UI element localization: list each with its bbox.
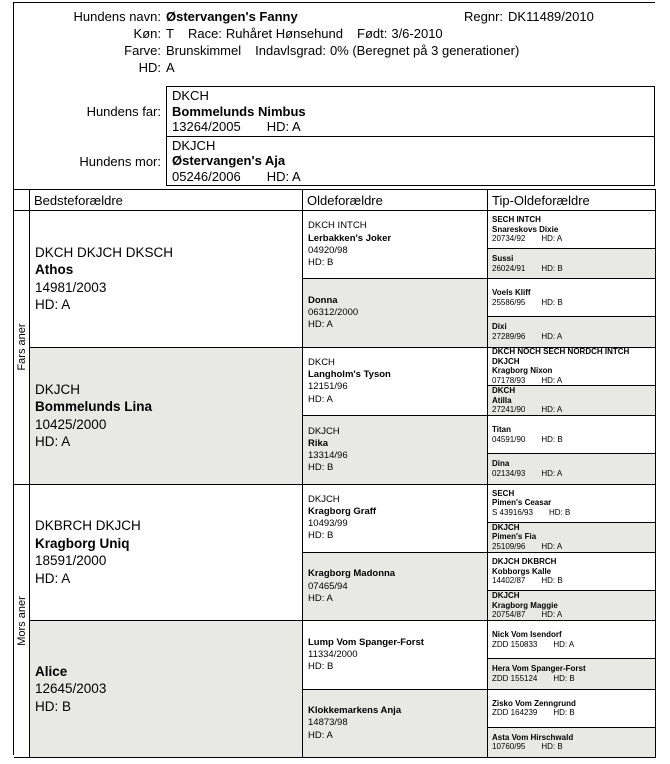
tip-grandparent-cell xyxy=(487,620,655,658)
dog-reg-hd xyxy=(492,376,651,385)
tip-grandparent-cell xyxy=(487,552,655,590)
dog-name: Dina xyxy=(492,459,510,469)
dog-titles: DKBRCH DKJCH xyxy=(35,518,141,534)
regnr-label: Regnr: xyxy=(464,9,504,24)
reg-number: ZDD 164239 xyxy=(492,708,538,718)
hd-score: HD: B xyxy=(308,462,334,474)
dog-reg-hd xyxy=(492,610,651,620)
reg-number: 18591/2000 xyxy=(35,553,107,569)
breed-value: Ruhåret Hønsehund xyxy=(225,26,343,41)
grandparent-cell xyxy=(29,210,302,347)
reg-number: 04920/98 xyxy=(308,244,348,256)
tip-grandparent-cell xyxy=(487,658,655,688)
great-grandparent-cell xyxy=(302,278,487,346)
reg-number: 06312/2000 xyxy=(308,307,359,318)
hd-score: HD: A xyxy=(541,610,563,620)
reg-number: 26024/91 xyxy=(492,263,526,273)
reg-number: 10760/95 xyxy=(492,742,526,752)
hd-score: HD: B xyxy=(541,742,563,752)
reg-number: 10493/99 xyxy=(308,518,348,530)
great-grandparent-cell xyxy=(302,415,487,483)
dog-titles: DKJCH DKBRCH xyxy=(492,557,557,567)
reg-number: 27241/90 xyxy=(492,405,526,415)
grandparent-cell xyxy=(29,347,302,484)
header-grandparents: Bedsteforældre xyxy=(29,190,302,210)
dog-hd-row xyxy=(14,59,655,76)
dog-name: Atilla xyxy=(492,395,512,405)
group-label-dam-side: Mors aner xyxy=(14,484,29,758)
hd-score: HD: A xyxy=(35,297,71,313)
page-frame xyxy=(13,2,655,755)
hd-score: HD: B xyxy=(308,256,334,268)
hd-score: HD: B xyxy=(541,576,563,586)
great-grandparent-cell xyxy=(302,620,487,688)
tip-grandparent-cell xyxy=(487,453,655,483)
hd-score: HD: B xyxy=(308,661,334,673)
dog-name: Kragborg Uniq xyxy=(35,535,130,551)
dog-reg-hd xyxy=(492,469,651,479)
dog-name: Bommelunds Lina xyxy=(35,399,153,415)
reg-number: 12151/96 xyxy=(308,381,348,393)
great-grandparent-cell xyxy=(302,484,487,552)
parents-box xyxy=(166,86,655,186)
hd-score: HD: A xyxy=(308,729,333,741)
dog-reg-hd xyxy=(492,542,651,552)
reg-number: 07465/94 xyxy=(308,580,348,592)
dog-color-row xyxy=(14,42,655,59)
hd-score: HD: A xyxy=(541,332,563,342)
dog-name: Athos xyxy=(35,262,74,278)
hd-score: HD: B xyxy=(548,507,571,517)
dog-name: Lerbakken's Joker xyxy=(308,232,392,244)
inbreeding-label: Indavlsgrad: xyxy=(255,43,326,58)
tip-grandparent-cell xyxy=(487,316,655,346)
hd-score: HD: A xyxy=(266,119,301,135)
born xyxy=(357,26,443,41)
reg-number: 13314/96 xyxy=(308,449,348,461)
reg-number: 20734/92 xyxy=(492,234,526,244)
dog-name: Kobborgs Kalle xyxy=(492,566,552,576)
hd-score: HD: B xyxy=(541,297,563,307)
reg-number: 13264/2005 xyxy=(172,119,241,135)
inbreeding-value: 0% (Beregnet på 3 generationer) xyxy=(329,43,520,58)
dog-name-label: Hundens navn: xyxy=(73,9,161,24)
pedigree-table xyxy=(14,189,656,758)
header-tip-grandparents: Tip-Oldeforældre xyxy=(487,190,655,210)
tip-grandparent-cell xyxy=(487,484,655,522)
reg-number: 05246/2006 xyxy=(172,168,241,184)
dog-name: Dixi xyxy=(492,322,507,332)
dog-name: Donna xyxy=(308,294,338,306)
group-label-sire-side: Fars aner xyxy=(14,210,29,484)
hd-score: HD: A xyxy=(266,168,301,184)
dog-titles: SECH INTCH xyxy=(492,215,541,225)
dog-titles: DKCH DKJCH DKSCH xyxy=(35,244,174,260)
dog-name: Pimen's Fia xyxy=(492,532,537,542)
dog-reg-hd xyxy=(492,742,651,752)
dog-reg-hd xyxy=(492,435,651,445)
sex-label: Køn: xyxy=(133,26,161,41)
dog-name-row xyxy=(14,8,655,25)
tip-grandparent-cell xyxy=(487,278,655,316)
hd-value: A xyxy=(166,60,175,75)
reg-number: 04591/90 xyxy=(492,434,526,444)
reg-number: 25109/96 xyxy=(492,542,526,552)
dog-name: Lump Vom Spanger-Forst xyxy=(308,636,424,648)
hd-score: HD: A xyxy=(541,375,563,385)
dog-name: Hera Vom Spanger-Forst xyxy=(492,664,586,674)
dog-sex-row xyxy=(14,25,655,42)
dog-name: Rika xyxy=(308,437,329,449)
dog-reg-hd xyxy=(492,264,651,274)
dam-cell xyxy=(167,136,654,185)
hd-score: HD: B xyxy=(541,263,563,273)
dog-titles: DKJCH xyxy=(172,137,216,153)
breed xyxy=(188,26,343,41)
dog-name: Alice xyxy=(35,663,68,679)
header-stub-cell xyxy=(14,190,29,210)
parents-labels xyxy=(14,86,166,186)
dog-name: Titan xyxy=(492,425,511,435)
grandparent-cell xyxy=(29,484,302,621)
parents-section xyxy=(14,86,655,186)
tip-grandparent-cell xyxy=(487,385,655,415)
hd-score: HD: A xyxy=(541,542,563,552)
hd-score: HD: B xyxy=(308,530,334,542)
color-label: Farve: xyxy=(124,43,161,58)
great-grandparent-cell xyxy=(302,552,487,620)
hd-score: HD: A xyxy=(35,571,71,586)
hd-score: HD: A xyxy=(541,468,563,478)
hd-score: HD: A xyxy=(541,234,563,244)
grandparent-cell xyxy=(29,620,302,757)
reg-number: 10425/2000 xyxy=(35,416,107,432)
hd-score: HD: B xyxy=(553,674,575,684)
reg-number: 11334/2000 xyxy=(308,648,358,660)
dog-titles: DKCH xyxy=(172,88,209,104)
hd-score: HD: A xyxy=(35,434,71,450)
dog-name: Pimen's Ceasar xyxy=(492,498,552,508)
dog-name: Bommelunds Nimbus xyxy=(172,103,306,119)
reg-number: 14981/2003 xyxy=(35,279,107,295)
reg-number: ZDD 155124 xyxy=(492,674,538,684)
born-label: Født: xyxy=(357,26,388,41)
reg-number: 12645/2003 xyxy=(35,681,107,697)
dog-titles: DKCH NOCH SECH NORDCH INTCH DKJCH xyxy=(492,347,630,366)
dog-name: Østervangen's Fanny xyxy=(166,9,298,24)
dog-reg-hd xyxy=(492,332,651,342)
color-value: Brunskimmel xyxy=(166,43,242,58)
breed-label: Race: xyxy=(187,26,222,41)
dog-reg-hd xyxy=(172,169,649,185)
dog-titles: DKJCH xyxy=(35,381,81,397)
hd-score: HD: B xyxy=(541,434,563,444)
reg-number: S 43916/93 xyxy=(492,507,533,517)
dog-titles: DKCH xyxy=(308,357,335,369)
dog-name: Asta Vom Hirschwald xyxy=(492,732,574,742)
dog-titles: DKJCH xyxy=(308,425,340,437)
dog-titles: SECH xyxy=(492,488,515,498)
reg-number: 02134/93 xyxy=(492,468,526,478)
dog-reg-hd xyxy=(492,298,651,308)
reg-number: 14402/87 xyxy=(492,576,526,586)
reg-number: 25586/95 xyxy=(492,297,526,307)
dog-name: Kragborg Maggie xyxy=(492,600,558,610)
sire-cell xyxy=(167,87,654,136)
hd-score: HD: B xyxy=(35,699,72,714)
hd-score: HD: A xyxy=(553,639,575,649)
tip-grandparent-cell xyxy=(487,689,655,727)
reg-number: 07178/93 xyxy=(492,375,526,385)
sex-value: T xyxy=(166,26,174,41)
dog-reg-hd xyxy=(492,405,651,415)
tip-grandparent-cell xyxy=(487,248,655,278)
hd-label: HD: xyxy=(138,60,161,75)
dog-name: Langholm's Tyson xyxy=(308,369,391,381)
dog-name: Kragborg Madonna xyxy=(308,568,396,580)
reg-number: ZDD 150833 xyxy=(492,639,538,649)
born-value: 3/6-2010 xyxy=(391,26,443,41)
dog-name: Voels Kliff xyxy=(492,288,531,298)
sire-label: Hundens far: xyxy=(86,103,161,119)
reg-number: 27289/96 xyxy=(492,332,526,342)
great-grandparent-cell xyxy=(302,210,487,278)
tip-grandparent-cell xyxy=(487,210,655,248)
dog-reg-hd xyxy=(492,640,651,650)
great-grandparent-cell xyxy=(302,347,487,415)
regnr xyxy=(464,8,594,25)
dog-reg-hd xyxy=(492,508,651,518)
tip-grandparent-cell xyxy=(487,415,655,453)
hd-score: HD: A xyxy=(308,592,333,604)
header-great-grandparents: Oldeforældre xyxy=(302,190,487,210)
reg-number: 14873/98 xyxy=(308,717,348,729)
dog-name: Østervangen's Aja xyxy=(172,153,286,169)
dog-reg-hd xyxy=(492,576,651,586)
dog-titles: DKCH INTCH xyxy=(308,220,367,232)
dog-reg-hd xyxy=(492,234,651,244)
dog-reg-hd xyxy=(492,708,651,718)
dog-info-header xyxy=(14,3,655,76)
dog-titles: DKCH xyxy=(492,386,516,396)
dog-reg-hd xyxy=(172,119,649,135)
inbreeding xyxy=(255,43,519,58)
dam-label: Hundens mor: xyxy=(79,153,161,169)
tip-grandparent-cell xyxy=(487,522,655,552)
hd-score: HD: B xyxy=(553,708,575,718)
hd-score: HD: A xyxy=(308,393,333,405)
dog-name: Klokkemarkens Anja xyxy=(308,705,402,717)
tip-grandparent-cell xyxy=(487,727,655,757)
tip-grandparent-cell xyxy=(487,347,655,385)
dog-titles: DKJCH xyxy=(492,591,520,601)
dog-name: Nick Vom Isendorf xyxy=(492,630,562,640)
dog-name: Kragborg Graff xyxy=(308,506,377,518)
great-grandparent-cell xyxy=(302,689,487,757)
dog-name: Zisko Vom Zenngrund xyxy=(492,698,576,708)
hd-score: HD: A xyxy=(308,319,333,331)
dog-name: Kragborg Nixon xyxy=(492,366,553,376)
dog-name: Sussi xyxy=(492,254,514,264)
reg-number: 20754/87 xyxy=(492,610,526,620)
tip-grandparent-cell xyxy=(487,590,655,620)
dog-titles: DKJCH xyxy=(492,522,520,532)
dog-name: Snareskovs Dixie xyxy=(492,224,559,234)
dog-reg-hd xyxy=(492,674,651,684)
dog-titles: DKJCH xyxy=(308,493,340,505)
hd-score: HD: A xyxy=(541,405,563,415)
regnr-value: DK11489/2010 xyxy=(508,9,594,24)
